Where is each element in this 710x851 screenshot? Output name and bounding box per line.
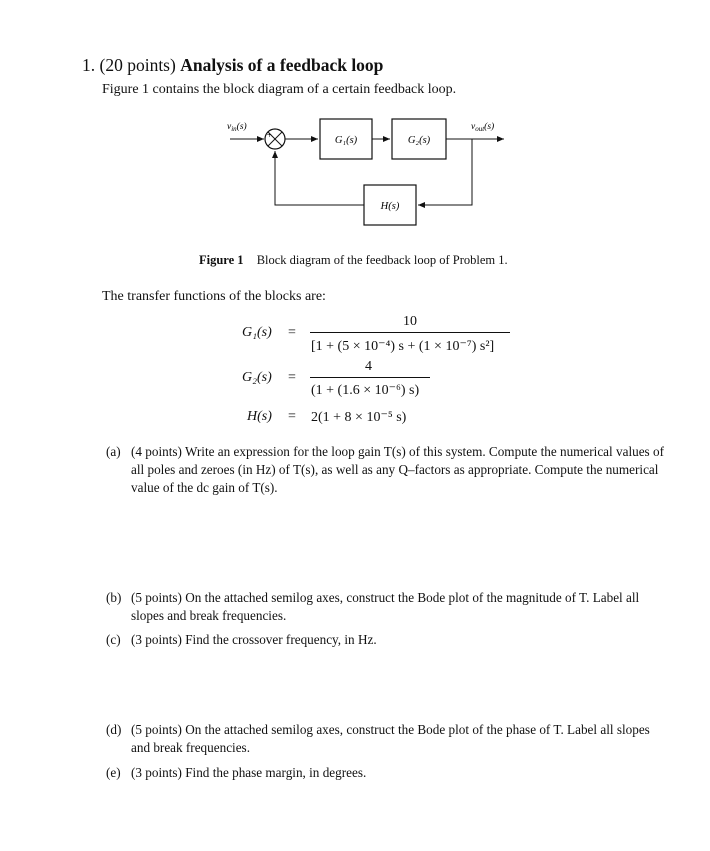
question-item-a <box>106 443 666 497</box>
output-signal-label <box>471 121 494 133</box>
output-signal-sub: out <box>475 125 485 133</box>
question-label: (e) <box>106 765 121 780</box>
figure-caption-label: Figure 1 <box>199 253 244 267</box>
block-h-label: H(s) <box>380 201 400 212</box>
output-signal-v: v <box>471 122 476 132</box>
problem-title: Analysis of a feedback loop <box>180 55 384 75</box>
eq-g1-lhs: G₁(s) <box>242 325 272 340</box>
transfer-functions-intro: The transfer functions of the blocks are: <box>102 289 326 304</box>
eq-g2-fraction-bar <box>310 377 430 378</box>
problem-points: (20 points) <box>99 55 176 75</box>
block-g1 <box>320 119 372 159</box>
question-text: (3 points) Find the crossover frequency, in Hz. <box>131 632 377 647</box>
question-item-d <box>106 721 666 757</box>
block-h <box>364 185 416 225</box>
block-g1-label: G₁(s) <box>334 135 358 146</box>
figure-caption <box>199 253 508 268</box>
question-item-c <box>106 631 666 649</box>
eq-h-rhs: 2(1 + 8 × 10⁻⁵ s) <box>311 410 407 425</box>
input-signal-v: v <box>227 122 232 132</box>
eq-h-equals: = <box>288 409 296 424</box>
output-signal-s: (s) <box>484 122 495 132</box>
problem-intro: Figure 1 contains the block diagram of a certain feedback loop. <box>102 82 457 97</box>
eq-h-lhs: H(s) <box>247 409 272 424</box>
summing-junction <box>265 129 285 149</box>
eq-g2-lhs: G₂(s) <box>242 370 272 385</box>
question-text: (5 points) On the attached semilog axes, construct the Bode plot of the phase of T. Label all slopes and break frequencies. <box>131 722 650 755</box>
question-text: (5 points) On the attached semilog axes, construct the Bode plot of the magnitude of T. Label all slopes and break frequencies. <box>131 590 640 623</box>
sum-plus-sign: + <box>266 131 273 141</box>
eq-g1-numerator: 10 <box>403 314 417 329</box>
question-label: (a) <box>106 444 121 459</box>
block-diagram <box>215 108 515 238</box>
figure-caption-text: Block diagram of the feedback loop of Problem 1. <box>256 253 508 267</box>
question-text: (4 points) Write an expression for the loop gain T(s) of this system. Compute the numerical values of all poles and zeroes (in Hz) of T(s), as well as any Q–factors as appropriate. Compute the numerical value of the dc gain of T(s). <box>131 444 664 495</box>
eq-g2-equals: = <box>288 370 296 385</box>
eq-g1-denominator: [1 + (5 × 10⁻⁴) s + (1 × 10⁻⁷) s²] <box>311 339 495 354</box>
question-label: (b) <box>106 590 122 605</box>
eq-g1-fraction-bar <box>310 332 510 333</box>
question-item-b <box>106 589 666 625</box>
input-signal-label <box>227 121 247 133</box>
question-label: (c) <box>106 632 121 647</box>
eq-g1-equals: = <box>288 325 296 340</box>
eq-g2-numerator: 4 <box>365 359 372 374</box>
problem-number: 1. <box>82 55 96 75</box>
block-g2 <box>392 119 446 159</box>
input-signal-sub: in <box>231 125 237 133</box>
block-g2-label: G₂(s) <box>407 135 431 146</box>
problem-heading <box>82 55 383 76</box>
eq-g2-denominator: (1 + (1.6 × 10⁻⁶) s) <box>311 383 420 398</box>
question-item-e <box>106 764 666 782</box>
input-signal-s: (s) <box>236 122 247 132</box>
question-text: (3 points) Find the phase margin, in degrees. <box>131 765 367 780</box>
question-label: (d) <box>106 722 122 737</box>
